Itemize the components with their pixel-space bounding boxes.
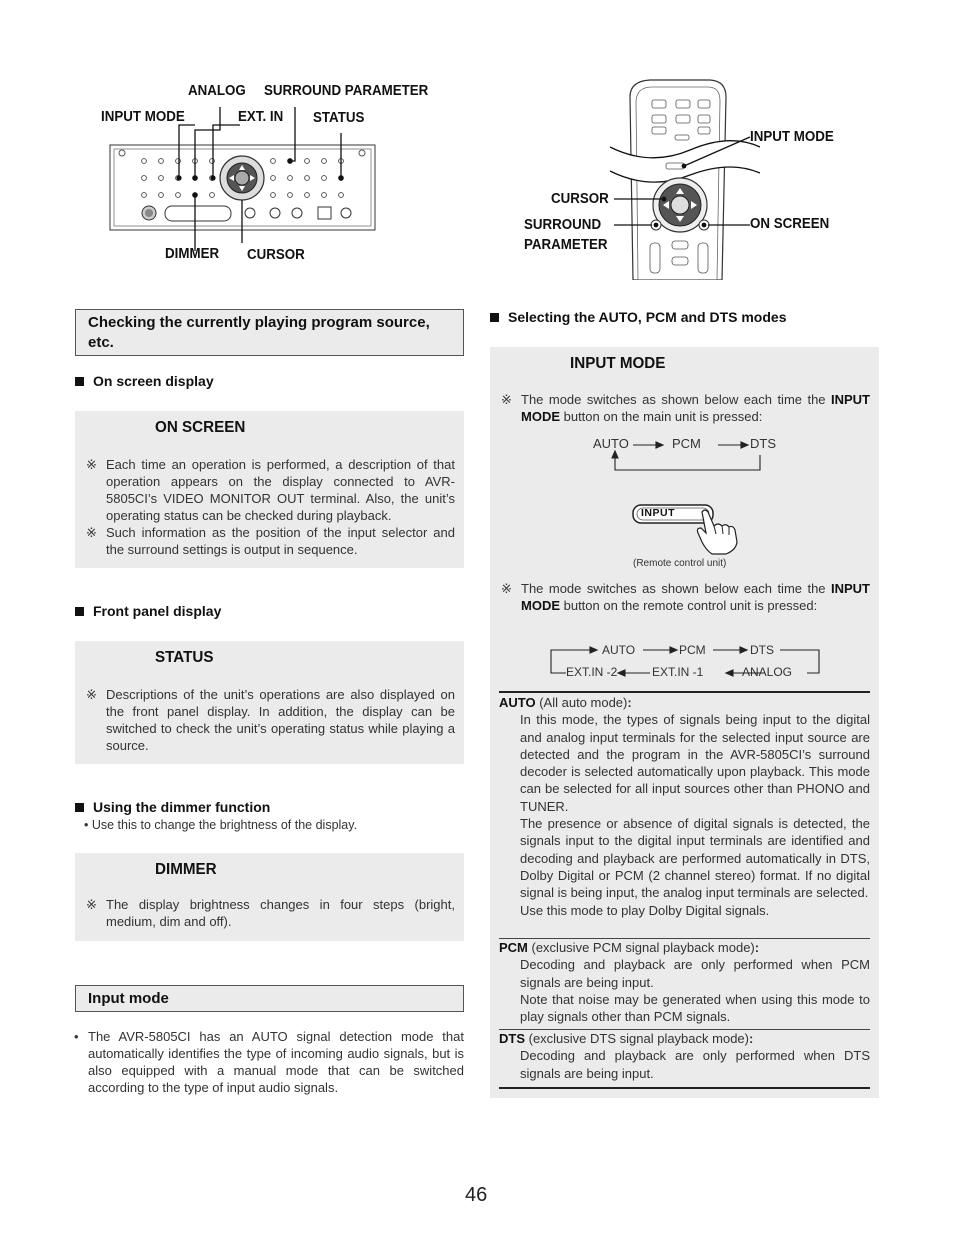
note-text: The display brightness changes in four steps (bright, medium, dim and off). (106, 897, 455, 929)
note-bold: INPUT MODE (521, 581, 870, 613)
label-ext-in: EXT. IN (238, 109, 284, 125)
divider-top (499, 691, 870, 693)
note-marker: ※ (86, 687, 97, 702)
input-mode-note-2 (501, 580, 870, 614)
def-paragraph: In this mode, the types of signals being input to the digital and analog input terminals for the selected input source are detected and the program in the AVR-5805CI’s surround decoder is selected automatically upon playback. This mode can be selected for all input sources other than PHONO and TUNER. (520, 712, 870, 814)
def-desc: (exclusive DTS signal playback mode) (525, 1031, 749, 1046)
def-desc: (exclusive PCM signal playback mode) (527, 940, 755, 955)
input-mode-intro (74, 1028, 464, 1096)
def-paragraph: Decoding and playback are only performed when PCM signals are being input. (520, 957, 870, 990)
subhead-selecting-modes (490, 309, 786, 325)
label-dimmer: DIMMER (165, 246, 220, 262)
def-desc: (All auto mode) (535, 695, 628, 710)
square-bullet-icon (75, 607, 84, 616)
remote-label-cursor: CURSOR (551, 191, 609, 207)
input-mode-box (490, 347, 879, 1098)
dimmer-box (75, 853, 464, 941)
square-bullet-icon (75, 377, 84, 386)
def-term: AUTO (499, 695, 536, 710)
def-auto (499, 694, 870, 919)
remote-label-surround: SURROUND (524, 217, 602, 233)
flow1-arrows (590, 437, 790, 477)
note-marker: ※ (86, 457, 97, 472)
remote-label-parameter: PARAMETER (524, 237, 608, 253)
def-paragraph: Decoding and playback are only performed when DTS signals are being input. (520, 1048, 870, 1081)
section-heading-checking: Checking the currently playing program source, etc. (75, 309, 464, 356)
page-number: 46 (465, 1184, 488, 1206)
def-term: DTS (499, 1031, 525, 1046)
subhead-text: Front panel display (93, 603, 222, 619)
remote-caption: (Remote control unit) (633, 558, 727, 569)
note-text: button on the remote control unit is pressed: (560, 598, 818, 613)
flow2-analog: ANALOG (742, 665, 793, 679)
front-panel-diagram (100, 95, 390, 255)
note-text: The mode switches as shown below each time the (521, 392, 831, 407)
def-paragraph: The presence or absence of digital signals is detected, the signals input to the digital input terminals are identified and decoding and playback are performed automatically in DTS, Dolby Digital or PCM (2 channel stereo) format. If no digital signal is being input, the analog input terminals are selected. (520, 816, 870, 901)
flow1-pcm: PCM (672, 436, 701, 451)
input-mode-note-1 (501, 391, 870, 425)
def-pcm (499, 939, 870, 1025)
input-button-label: INPUT (641, 507, 675, 519)
note-marker: ※ (501, 392, 512, 407)
remote-control-diagram (600, 75, 760, 280)
note-text: Descriptions of the unit’s operations are also displayed on the front panel display. In addition, the display can be switched to check the unit’s operating status while playing a source. (106, 687, 455, 753)
def-colon: : (748, 1031, 754, 1046)
subhead-text: Selecting the AUTO, PCM and DTS modes (508, 309, 787, 325)
on-screen-note-2 (86, 524, 455, 558)
label-surround-parameter: SURROUND PARAMETER (264, 83, 429, 99)
note-marker: ※ (501, 581, 512, 596)
def-term: PCM (499, 940, 528, 955)
label-status: STATUS (313, 110, 365, 126)
subhead-dimmer (75, 799, 270, 815)
dimmer-subtext: • Use this to change the brightness of the display. (84, 818, 358, 832)
label-input-mode: INPUT MODE (101, 109, 185, 125)
subhead-text: Using the dimmer function (93, 799, 271, 815)
square-bullet-icon (490, 313, 499, 322)
flow2-arrows (545, 642, 825, 682)
flow1-dts: DTS (750, 436, 776, 451)
note-text: button on the main unit is pressed: (560, 409, 763, 424)
input-mode-title: INPUT MODE (570, 355, 666, 372)
intro-text: The AVR-5805CI has an AUTO signal detection mode that automatically identifies the type of incoming audio signals, but is also equipped with a manual mode that can be switched according to the type of input audio signals. (88, 1029, 464, 1095)
label-cursor: CURSOR (247, 247, 305, 263)
flow2-ext-in-1: EXT.IN -1 (652, 665, 704, 679)
def-colon: : (627, 695, 632, 710)
subhead-text: On screen display (93, 373, 214, 389)
dimmer-title: DIMMER (155, 861, 217, 878)
note-marker: ※ (86, 525, 97, 540)
subhead-front-panel (75, 603, 221, 619)
divider-bottom (499, 1087, 870, 1089)
def-dts (499, 1030, 870, 1082)
square-bullet-icon (75, 803, 84, 812)
def-paragraph: Use this mode to play Dolby Digital signals. (520, 902, 770, 918)
status-title: STATUS (155, 649, 214, 666)
note-marker: ※ (86, 897, 97, 912)
section-heading-input-mode: Input mode (75, 985, 464, 1012)
on-screen-title: ON SCREEN (155, 419, 246, 436)
dimmer-note-1 (86, 896, 455, 930)
status-box (75, 641, 464, 764)
def-paragraph: Note that noise may be generated when using this mode to play signals other than PCM signals. (520, 991, 870, 1025)
bullet: • (74, 1029, 79, 1044)
flow1-auto: AUTO (593, 436, 629, 451)
flow2-pcm: PCM (679, 643, 706, 657)
def-colon: : (754, 940, 760, 955)
note-text: The mode switches as shown below each time the (521, 581, 831, 596)
status-note-1 (86, 686, 455, 754)
remote-label-on-screen: ON SCREEN (750, 216, 830, 232)
note-bold: INPUT MODE (521, 392, 870, 424)
on-screen-note-1 (86, 456, 455, 524)
flow2-ext-in-2: EXT.IN -2 (566, 665, 618, 679)
subhead-on-screen-display (75, 373, 214, 389)
remote-label-input-mode: INPUT MODE (750, 129, 834, 145)
note-text: Each time an operation is performed, a description of that operation appears on the display connected to AVR-5805CI’s VIDEO MONITOR OUT terminal. Also, the unit’s operating status can be checked during playback. (106, 457, 455, 523)
on-screen-box (75, 411, 464, 568)
label-analog: ANALOG (188, 83, 246, 99)
note-text: Such information as the position of the input selector and the surround settings is output in sequence. (106, 525, 455, 557)
flow2-dts: DTS (750, 643, 774, 657)
flow2-auto: AUTO (602, 643, 636, 657)
